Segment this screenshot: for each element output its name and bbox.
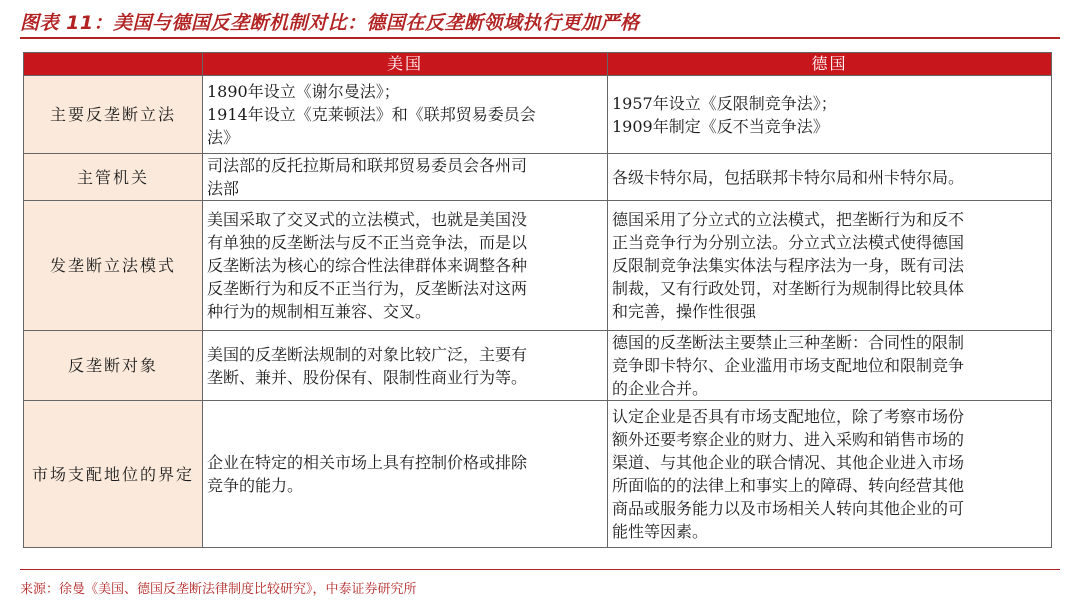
- cell-text-line: 认定企业是否具有市场支配地位，除了考察市场份: [612, 407, 965, 426]
- cell-text-line: 有单独的反垄断法与反不正当竞争法，而是以: [207, 233, 528, 252]
- cell-text-line: 额外还要考察企业的财力、进入采购和销售市场的: [612, 430, 965, 449]
- row-label: 发垄断立法模式: [24, 201, 203, 331]
- comparison-table: [23, 52, 1052, 548]
- cell-text-line: 正当竞争行为分别立法。分立式立法模式使得德国: [612, 233, 965, 252]
- header-de: 德国: [608, 53, 1052, 76]
- cell-us: [203, 401, 608, 548]
- table-header-row: [24, 53, 1052, 76]
- cell-text-line: 竞争的能力。: [207, 476, 304, 495]
- figure-title: 图表 11：美国与德国反垄断机制对比：德国在反垄断领域执行更加严格: [20, 12, 640, 34]
- row-label: 主管机关: [24, 154, 203, 201]
- row-label: 主要反垄断立法: [24, 76, 203, 154]
- row-label: 市场支配地位的界定: [24, 401, 203, 548]
- table-row: [24, 401, 1052, 548]
- cell-us: [203, 331, 608, 401]
- cell-de: [608, 76, 1052, 154]
- cell-text-line: 的企业合并。: [612, 379, 709, 398]
- cell-text-line: 种行为的规制相互兼容、交叉。: [207, 302, 432, 321]
- cell-text-line: 反垄断行为和反不正当行为，反垄断法对这两: [207, 279, 528, 298]
- cell-text-line: 商品或服务能力以及市场相关人转向其他企业的可: [612, 499, 965, 518]
- cell-text-line: 司法部的反托拉斯局和联邦贸易委员会各州司: [207, 156, 528, 175]
- table-row: [24, 201, 1052, 331]
- cell-text-line: 德国采用了分立式的立法模式，把垄断行为和反不: [612, 210, 965, 229]
- cell-text-line: 美国的反垄断法规制的对象比较广泛，主要有: [207, 344, 528, 364]
- cell-text-line: 法部: [207, 179, 240, 198]
- cell-text-line: 能性等因素。: [612, 522, 709, 541]
- cell-us: [203, 201, 608, 331]
- cell-text-line: 和完善，操作性很强: [612, 302, 757, 321]
- table-row: [24, 331, 1052, 401]
- cell-de: [608, 331, 1052, 401]
- cell-text-line: 美国采取了交叉式的立法模式，也就是美国没: [207, 210, 528, 229]
- cell-de: [608, 401, 1052, 548]
- header-corner: [24, 53, 203, 76]
- cell-de: [608, 154, 1052, 201]
- cell-us: [203, 154, 608, 201]
- cell-text-line: 所面临的的法律上和事实上的障碍、转向经营其他: [612, 476, 965, 495]
- cell-text-line: 制裁，又有行政处罚，对垄断行为规制得比较具体: [612, 279, 965, 298]
- footer-divider: [20, 569, 1060, 570]
- cell-de: [608, 201, 1052, 331]
- cell-text-line: 各级卡特尔局，包括联邦卡特尔局和州卡特尔局。: [612, 167, 965, 187]
- cell-text-line: 德国的反垄断法主要禁止三种垄断：合同性的限制: [612, 333, 965, 352]
- cell-text-line: 法》: [207, 128, 240, 147]
- header-us: 美国: [203, 53, 608, 76]
- table-row: [24, 154, 1052, 201]
- cell-text-line: 企业在特定的相关市场上具有控制价格或排除: [207, 453, 528, 472]
- cell-text-line: 反垄断法为核心的综合性法律群体来调整各种: [207, 256, 528, 275]
- cell-us: [203, 76, 608, 154]
- cell-text-line: 1914年设立《克莱顿法》和《联邦贸易委员会: [207, 105, 536, 124]
- table-row: [24, 76, 1052, 154]
- cell-text-line: 1957年设立《反限制竞争法》；: [612, 93, 837, 113]
- row-label: 反垄断对象: [24, 331, 203, 401]
- cell-text-line: 渠道、与其他企业的联合情况、其他企业进入市场: [612, 453, 965, 472]
- cell-text-line: 反限制竞争法集实体法与程序法为一身，既有司法: [612, 256, 965, 275]
- cell-text-line: 竞争即卡特尔、企业滥用市场支配地位和限制竞争: [612, 356, 965, 375]
- cell-text-line: 垄断、兼并、股份保有、限制性商业行为等。: [207, 367, 528, 387]
- title-divider: [20, 37, 1060, 39]
- cell-text-line: 1890年设立《谢尔曼法》；: [207, 82, 400, 101]
- source-note: 来源：徐曼《美国、德国反垄断法律制度比较研究》，中泰证券研究所: [20, 582, 417, 597]
- cell-text-line: 1909年制定《反不当竞争法》: [612, 116, 829, 136]
